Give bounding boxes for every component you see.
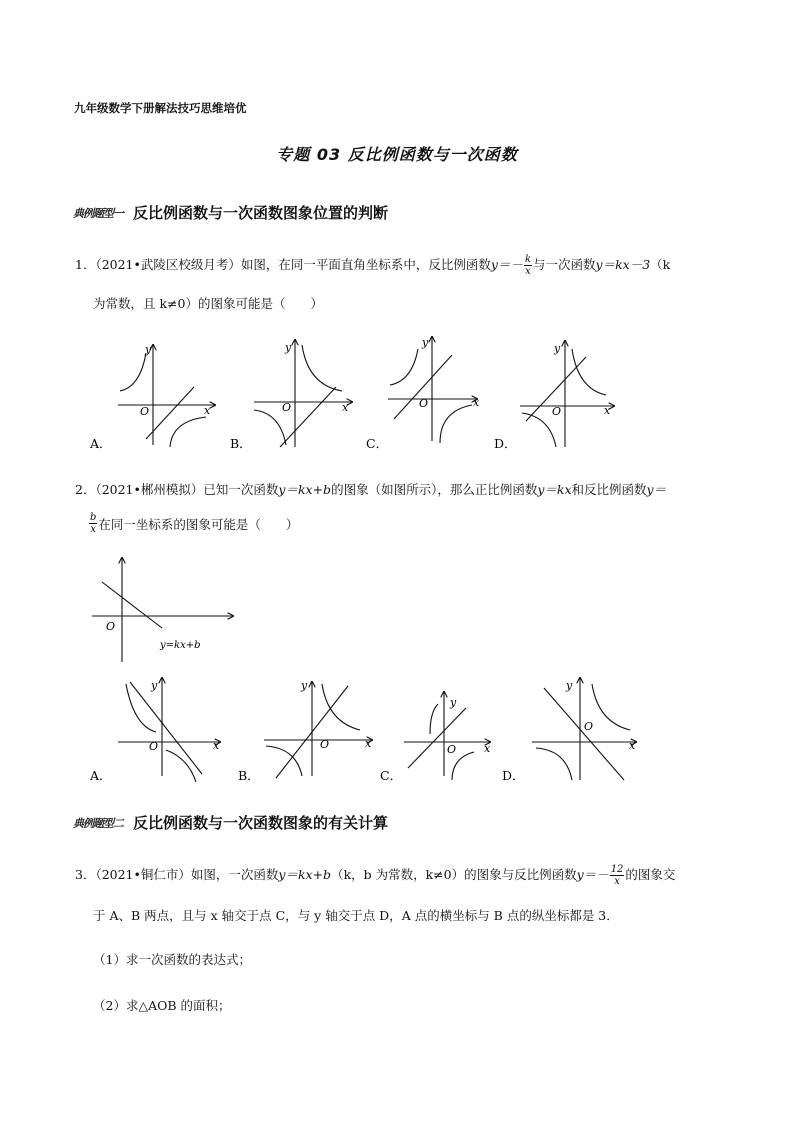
q1c-o-label: O — [419, 397, 429, 410]
question-3-line-2: 于 A、B 两点，且与 x 轴交于点 C，与 y 轴交于点 D，A 点的横坐标与 B 点的纵坐标都是 3． — [93, 908, 619, 923]
q1-graph-b — [254, 340, 352, 447]
q2a-y-label: y — [151, 679, 158, 692]
q2d-x-label: x — [629, 739, 636, 752]
q2-graph-c — [404, 692, 490, 780]
q3-fraction — [610, 864, 625, 887]
q1b-y-label: y — [285, 341, 292, 354]
q1-option-b-label: B． — [230, 436, 252, 451]
q1-frac-num: k — [524, 254, 532, 265]
q2d-y-label: y — [566, 679, 573, 692]
q1-func1: y＝－ — [490, 257, 523, 272]
q2-graph-b — [264, 682, 372, 778]
q1-func2: y＝kx－3 — [595, 257, 651, 272]
q2-option-graphs — [90, 676, 650, 786]
document-title: 专题 03 反比例函数与一次函数 — [276, 145, 518, 164]
q2-frac-num: b — [90, 512, 97, 523]
q2-option-b-label: B． — [238, 768, 260, 783]
question-3-line-1 — [75, 864, 675, 887]
q2-frac-den: x — [90, 524, 97, 535]
q2c-y-label: y — [450, 696, 457, 709]
q3-text-a: 3．（2021•铜仁市）如图，一次函数 — [75, 867, 279, 882]
q1b-o-label: O — [282, 401, 292, 414]
section-title: 反比例函数与一次函数图象位置的判断 — [133, 204, 389, 222]
section-heading-1 — [73, 202, 388, 223]
q2-text-line2: 在同一坐标系的图象可能是（ ） — [98, 516, 299, 532]
q3-frac-num: 12 — [610, 864, 624, 875]
q1-text-a: 1．（2021•武陵区校级月考）如图，在同一平面直角坐标系中，反比例函数 — [75, 257, 491, 272]
q2-text-c: 和反比例函数 — [571, 482, 647, 497]
q2c-o-label: O — [447, 743, 457, 756]
q1-text-c: （k — [650, 257, 671, 272]
q2-graph-a — [118, 678, 220, 782]
section-badge: 典例题型一 — [73, 206, 123, 220]
question-3-part-1: （1）求一次函数的表达式； — [93, 952, 251, 967]
q1a-x-label: x — [204, 404, 211, 417]
q1-frac-den: x — [525, 266, 531, 277]
q1-fraction — [524, 254, 532, 277]
section-badge: 典例题型二 — [73, 816, 123, 830]
q2-text-a: 2．（2021•郴州模拟）已知一次函数 — [75, 482, 279, 497]
q1-option-d-label: D． — [494, 436, 517, 451]
q2a-x-label: x — [213, 739, 220, 752]
q2-option-a-label: A． — [90, 768, 112, 783]
q1-option-graphs — [90, 335, 730, 455]
section-heading-2 — [73, 812, 388, 833]
q2b-o-label: O — [320, 738, 330, 751]
q2a-o-label: O — [149, 740, 159, 753]
q2c-x-label: x — [484, 742, 491, 755]
q1c-y-label: y — [422, 336, 429, 349]
q1c-x-label: x — [473, 396, 480, 409]
q1a-y-label: y — [145, 343, 152, 356]
q2d-o-label: O — [584, 720, 594, 733]
q1-graph-c — [388, 337, 477, 443]
q2-option-d-label: D． — [502, 768, 525, 783]
q2-option-c-label: C． — [380, 768, 403, 783]
q1d-o-label: O — [552, 405, 562, 418]
q3-frac-den: x — [614, 876, 620, 887]
q2-line-label: y=kx+b — [160, 640, 201, 651]
q2-func3: y＝ — [646, 482, 667, 497]
q3-text-b: （k，b 为常数，k≠0）的图象与反比例函数 — [331, 867, 577, 882]
q3-func1: y＝kx+b — [278, 867, 332, 882]
q1-graph-a — [118, 345, 215, 447]
q1b-x-label: x — [342, 401, 349, 414]
q1-text-b: 与一次函数 — [533, 257, 596, 272]
q2-func1: y＝kx+b — [278, 482, 332, 497]
q3-text-c: 的图象交 — [625, 867, 676, 882]
q1-graph-d — [520, 341, 614, 447]
q2-o-label: O — [106, 620, 116, 633]
section-title: 反比例函数与一次函数图象的有关计算 — [133, 814, 389, 832]
q3-func2: y＝－ — [576, 867, 609, 882]
q2-fraction — [89, 512, 97, 535]
q2b-y-label: y — [301, 679, 308, 692]
question-3-part-2: （2）求△AOB 的面积； — [93, 998, 231, 1013]
q1d-y-label: y — [554, 342, 561, 355]
q2-func2: y＝kx — [537, 482, 572, 497]
q2-text-b: 的图象（如图所示），那么正比例函数 — [331, 482, 538, 497]
question-1-line-2: 为常数，且 k≠0）的图象可能是（ ） — [93, 296, 323, 311]
q1d-x-label: x — [604, 404, 611, 417]
q2-given-graph — [88, 556, 238, 666]
series-title: 九年级数学下册解法技巧思维培优 — [74, 101, 247, 115]
q1-option-c-label: C． — [366, 436, 389, 451]
question-2-line-1 — [75, 480, 666, 500]
question-2-line-2 — [88, 512, 298, 535]
question-1-line-1 — [75, 254, 670, 277]
q1a-o-label: O — [140, 405, 150, 418]
q1-option-a-label: A． — [90, 436, 112, 451]
q2b-x-label: x — [365, 737, 372, 750]
